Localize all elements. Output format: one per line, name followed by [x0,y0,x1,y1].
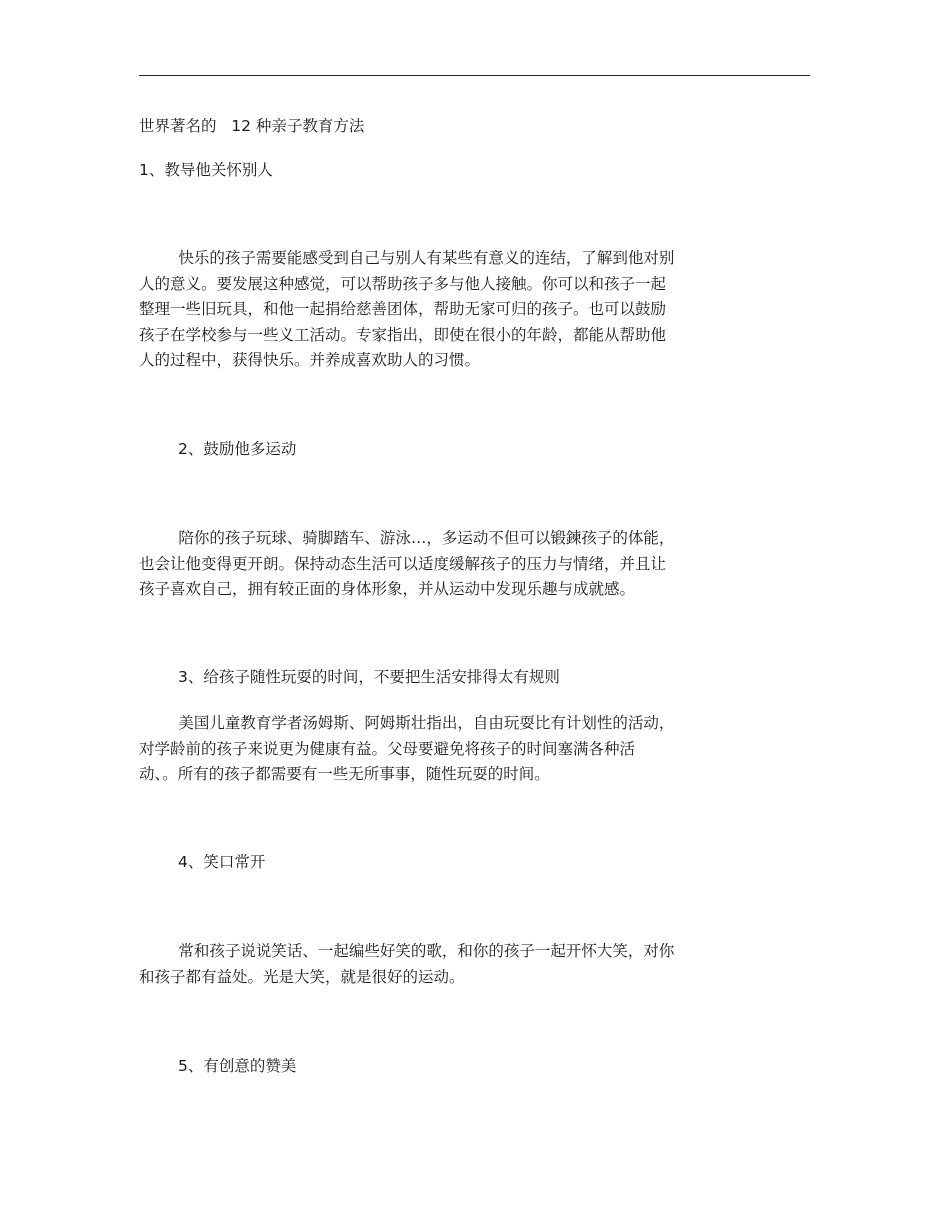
section-body-4 [139,939,739,990]
header-rule [139,75,810,76]
paragraph-line: 整理一些旧玩具，和他一起捐给慈善团体，帮助无家可归的孩子。也可以鼓励 [139,300,667,318]
paragraph-line: 人的意义。要发展这种感觉，可以帮助孩子多与他人接触。你可以和孩子一起 [139,274,667,293]
section-heading-1: 1、教导他关怀别人 [139,161,273,179]
paragraph-line: 也会让他变得更开朗。保持动态生活可以适度缓解孩子的压力与情绪，并且让 [139,554,667,573]
paragraph-line: 人的过程中，获得快乐。并养成喜欢助人的习惯。 [139,351,481,369]
section-heading-3: 3、给孩子随性玩耍的时间，不要把生活安排得太有规则 [178,668,560,686]
document-title: 世界著名的 12 种亲子教育方法 [139,117,365,135]
section-heading-4: 4、笑口常开 [178,853,266,871]
paragraph-line: 常和孩子说说笑话、一起编些好笑的歌，和你的孩子一起开怀大笑，对你 [139,942,675,960]
paragraph-line: 和孩子都有益处。光是大笑，就是很好的运动。 [139,967,465,986]
section-body-3 [139,711,739,788]
paragraph-line: 陪你的孩子玩球、骑脚踏车、游泳…，多运动不但可以锻鍊孩子的体能， [139,529,675,547]
paragraph-line: 孩子在学校参与一些义工活动。专家指出，即使在很小的年龄，都能从帮助他 [139,325,667,344]
paragraph-line: 对学龄前的孩子来说更为健康有益。父母要避免将孩子的时间塞满各种活 [139,739,636,758]
paragraph-line: 孩子喜欢自己，拥有较正面的身体形象，并从运动中发现乐趣与成就感。 [139,580,636,598]
section-body-2 [139,526,739,603]
section-heading-5: 5、有创意的赞美 [178,1057,297,1075]
paragraph-line: 动、。所有的孩子都需要有一些无所事事，随性玩耍的时间。 [139,765,550,783]
section-heading-2: 2、鼓励他多运动 [178,440,297,458]
paragraph-line: 美国儿童教育学者汤姆斯、阿姆斯壮指出，自由玩耍比有计划性的活动， [139,714,675,732]
paragraph-line: 快乐的孩子需要能感受到自己与别人有某些有意义的连结，了解到他对别 [139,249,675,267]
section-body-1 [139,246,739,374]
